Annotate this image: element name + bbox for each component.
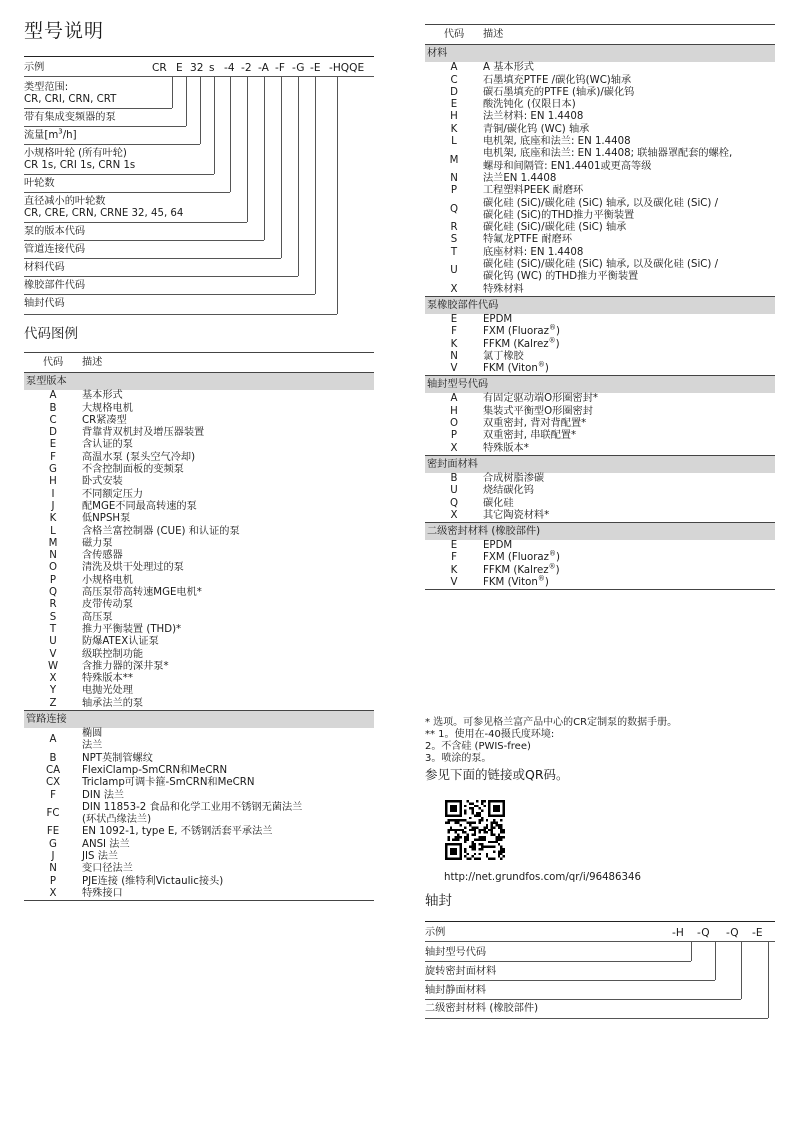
- code-cell: A: [450, 393, 458, 405]
- code-row: [24, 802, 374, 827]
- code-row: [24, 661, 374, 673]
- type-code: CR: [152, 62, 167, 74]
- code-cell: D: [450, 86, 458, 98]
- code-cell: M: [48, 537, 58, 549]
- type-key-item: 流量$[m^3/h]$: [24, 127, 77, 141]
- desc-cell: 椭圆 法兰: [82, 728, 103, 752]
- desc-cell: A 基本形式: [483, 62, 534, 74]
- desc-cell: 高温水泵 (泵头空气冷却): [82, 451, 196, 463]
- code-cell: V: [425, 577, 483, 590]
- code-row: [24, 427, 374, 439]
- code-cell: Z: [24, 698, 82, 711]
- code-cell: F: [451, 552, 457, 564]
- desc-cell: 碳石墨填充的PTFE (轴承)/碳化钨: [483, 86, 635, 98]
- desc-cell: 特殊版本**: [82, 673, 133, 685]
- footnote: 3。喷涂的泵。: [425, 753, 492, 764]
- code-cell: CA: [45, 764, 61, 776]
- code-row: [24, 790, 374, 802]
- code-row: [425, 234, 775, 246]
- desc-cell: 卧式安装: [82, 476, 123, 488]
- code-cell: E: [450, 99, 458, 111]
- desc-cell: 含传感器: [82, 550, 123, 562]
- type-key-item: 带有集成变频器的泵: [24, 112, 116, 123]
- desc-cell: 氯丁橡胶: [483, 350, 524, 362]
- code-row: [425, 565, 775, 577]
- code-row: [425, 198, 775, 223]
- qr-url-link[interactable]: http://net.grundfos.com/qr/i/96486346: [444, 872, 641, 883]
- code-cell: Y: [49, 685, 57, 697]
- desc-cell: 含认证的泵: [82, 439, 133, 451]
- type-code: -4: [224, 62, 235, 74]
- type-key-item: 管道连接代码: [24, 244, 86, 255]
- desc-cell: 碳化硅 (SiC)/碳化硅 (SiC) 轴承: [483, 222, 627, 234]
- code-cell: J: [51, 850, 55, 862]
- desc-cell: 轴承法兰的泵: [82, 698, 374, 711]
- code-row: [24, 452, 374, 464]
- code-cell: FE: [46, 826, 60, 838]
- code-row: [24, 526, 374, 538]
- code-row: [24, 839, 374, 851]
- seal-code: -E: [752, 927, 763, 939]
- desc-cell: 不同额定压力: [82, 488, 144, 500]
- code-row: [425, 339, 775, 351]
- code-cell: S: [49, 611, 57, 623]
- code-cell: D: [49, 427, 57, 439]
- desc-cell: 低NPSH泵: [82, 513, 131, 525]
- divider: [24, 56, 374, 57]
- desc-cell: 大规格电机: [82, 402, 133, 414]
- code-cell: U: [450, 265, 458, 277]
- code-row: [24, 685, 374, 697]
- shaft-seal-diagram: [425, 921, 775, 1021]
- desc-cell: EN 1092-1, type E, 不锈钢活套平承法兰: [82, 826, 273, 838]
- code-row: [24, 698, 374, 711]
- desc-cell: 集装式平衡型O形圈密封: [483, 405, 593, 417]
- code-row: [425, 326, 775, 338]
- code-cell: K: [450, 338, 458, 350]
- code-cell: R: [49, 599, 57, 611]
- divider: [24, 76, 374, 77]
- code-cell: F: [451, 326, 457, 338]
- desc-cell: 法兰EN 1.4408: [483, 172, 557, 184]
- code-row: [24, 550, 374, 562]
- desc-cell: 合成树脂渗碳: [483, 472, 545, 484]
- desc-cell: 电机架, 底座和法兰: EN 1.4408: [483, 136, 631, 148]
- section-header: 材料: [425, 45, 775, 63]
- type-key-item: 小规格叶轮 (所有叶轮) CR 1s, CRI 1s, CRN 1s: [24, 148, 136, 171]
- desc-cell: 特殊接口: [82, 888, 374, 901]
- code-cell: P: [49, 574, 57, 586]
- desc-cell: 变口径法兰: [82, 863, 133, 875]
- code-cell: X: [425, 510, 483, 523]
- code-cell: CX: [45, 777, 61, 789]
- code-row: [425, 430, 775, 442]
- code-cell: B: [49, 752, 57, 764]
- desc-cell: 高压泵带高转速MGE电机*: [82, 587, 202, 599]
- code-row: [24, 612, 374, 624]
- desc-cell: FFKM (Kalrez®): [483, 562, 560, 576]
- code-row: [24, 636, 374, 648]
- type-code: -F: [275, 62, 285, 74]
- desc-cell: 推力平衡装置 (THD)*: [82, 623, 182, 635]
- code-row: [24, 403, 374, 415]
- code-cell: O: [48, 562, 58, 574]
- code-row: [425, 443, 775, 456]
- desc-cell: 碳化硅 (SiC)/碳化硅 (SiC) 轴承, 以及碳化硅 (SiC) / 碳化钨 (WC) 的THD推力平衡装置: [483, 259, 719, 283]
- desc-cell: 特氟龙PTFE 耐磨环: [483, 234, 573, 246]
- desc-cell: JIS 法兰: [82, 850, 119, 862]
- code-cell: O: [449, 418, 459, 430]
- desc-cell: 其它陶瓷材料*: [483, 510, 775, 523]
- code-cell: S: [450, 234, 458, 246]
- code-row: [24, 624, 374, 636]
- code-row: [425, 111, 775, 123]
- code-row: [425, 173, 775, 185]
- section-header: 泵橡胶部件代码: [425, 296, 775, 314]
- desc-cell: Triclamp可调卡箍-SmCRN和MeCRN: [82, 777, 255, 789]
- column-header-row: [425, 25, 775, 45]
- footnotes: [425, 717, 775, 765]
- desc-cell: FKM (Viton®): [483, 577, 775, 590]
- type-key-item: 材料代码: [24, 262, 65, 273]
- section-header: 管路连接: [24, 711, 374, 729]
- seal-code: -H: [672, 927, 684, 939]
- code-row: [24, 728, 374, 753]
- code-row: [425, 75, 775, 87]
- desc-cell: 高压泵: [82, 611, 113, 623]
- desc-cell: FXM (Fluoraz®): [483, 323, 560, 338]
- desc-cell: 底座材料: EN 1.4408: [483, 246, 584, 258]
- code-cell: B: [49, 402, 57, 414]
- desc-cell: 电抛光处理: [82, 685, 133, 697]
- code-cell: R: [450, 222, 458, 234]
- desc-cell: NPT英制管螺纹: [82, 752, 153, 764]
- seal-key-item: 旋转密封面材料: [425, 966, 497, 977]
- type-key-item: 泵的版本代码: [24, 226, 86, 237]
- desc-cell: 小规格电机: [82, 574, 133, 586]
- code-row: [24, 826, 374, 838]
- code-cell: G: [49, 838, 57, 850]
- type-code: -2: [241, 62, 252, 74]
- code-cell: E: [450, 313, 458, 325]
- code-cell: V: [425, 363, 483, 376]
- code-row: [425, 148, 775, 173]
- code-cell: T: [49, 623, 57, 635]
- desc-cell: 电机架, 底座和法兰: EN 1.4408; 联轴器罩配套的螺栓, 螺母和间隔管: EN1.4401或更高等级: [483, 148, 733, 172]
- code-cell: K: [450, 123, 458, 135]
- desc-cell: 皮带传动泵: [82, 599, 133, 611]
- section-header: 二级密封材料 (橡胶部件): [425, 523, 775, 541]
- type-key-example-label: 示例: [24, 62, 45, 73]
- code-row: [425, 284, 775, 297]
- col-code-header: 代码: [24, 353, 82, 373]
- code-cell: G: [49, 464, 57, 476]
- desc-cell: CR紧凑型: [82, 414, 127, 426]
- desc-cell: 清洗及烘干处理过的泵: [82, 562, 184, 574]
- desc-cell: 双重密封, 背对背配置*: [483, 418, 587, 430]
- desc-cell: 配MGE不同最高转速的泵: [82, 500, 197, 512]
- seal-key-item: 轴封静面材料: [425, 985, 487, 996]
- code-cell: L: [451, 136, 457, 148]
- code-row: [425, 498, 775, 510]
- code-row: [425, 393, 775, 405]
- code-row: [24, 575, 374, 587]
- code-cell: FC: [46, 807, 60, 819]
- desc-cell: 级联控制功能: [82, 648, 144, 660]
- desc-cell: 法兰材料: EN 1.4408: [483, 111, 584, 123]
- code-row: [24, 476, 374, 488]
- column-header-row: [24, 353, 374, 373]
- code-row: [425, 247, 775, 259]
- code-cell: Q: [48, 587, 58, 599]
- desc-cell: FXM (Fluoraz®): [483, 550, 560, 564]
- desc-cell: 特殊版本*: [483, 443, 775, 456]
- code-row: [24, 649, 374, 661]
- code-cell: N: [49, 550, 57, 562]
- code-cell: V: [49, 648, 57, 660]
- footnote: ** 1。使用在-40摄氏度环境:: [425, 729, 555, 740]
- code-cell: H: [450, 405, 458, 417]
- code-row: [24, 851, 374, 863]
- section-header: 泵型版本: [24, 373, 374, 391]
- type-code: -A: [258, 62, 269, 74]
- col-desc-header: 描述: [82, 353, 374, 373]
- code-row: [24, 765, 374, 777]
- code-row: [425, 510, 775, 523]
- desc-cell: FKM (Viton®): [483, 363, 775, 376]
- code-cell: H: [49, 476, 57, 488]
- desc-cell: 磁力泵: [82, 537, 113, 549]
- desc-cell: 双重密封, 串联配置*: [483, 430, 577, 442]
- page-title: 型号说明: [24, 20, 105, 42]
- type-key-item: 轴封代码: [24, 298, 65, 309]
- code-cell: A: [450, 62, 458, 74]
- right-code-table: [425, 24, 775, 590]
- desc-cell: 石墨填充PTFE /碳化钨(WC)轴承: [483, 74, 632, 86]
- desc-cell: EPDM: [483, 313, 513, 325]
- desc-cell: EPDM: [483, 540, 513, 552]
- desc-cell: PJE连接 (维特利Victaulic接头): [82, 875, 224, 887]
- code-cell: P: [450, 430, 458, 442]
- code-row: [24, 863, 374, 875]
- desc-cell: ANSI 法兰: [82, 838, 130, 850]
- desc-cell: 碳化硅 (SiC)/碳化硅 (SiC) 轴承, 以及碳化硅 (SiC) / 碳化硅 (SiC)的THD推力平衡装置: [483, 197, 719, 221]
- desc-cell: 有固定驱动端O形圈密封*: [483, 393, 598, 405]
- codes-section-title: 代码图例: [24, 326, 78, 342]
- desc-cell: FFKM (Kalrez®): [483, 336, 560, 350]
- code-row: [24, 777, 374, 789]
- code-cell: L: [50, 525, 56, 537]
- code-row: [24, 538, 374, 550]
- code-row: [425, 406, 775, 418]
- type-code: s: [209, 62, 215, 74]
- code-cell: X: [24, 888, 82, 901]
- code-row: [425, 473, 775, 485]
- code-cell: A: [49, 734, 57, 746]
- code-row: [24, 439, 374, 451]
- code-cell: T: [450, 246, 458, 258]
- code-row: [24, 489, 374, 501]
- desc-cell: 碳化硅: [483, 497, 514, 509]
- code-row: [425, 577, 775, 590]
- code-cell: H: [450, 111, 458, 123]
- code-row: [24, 888, 374, 901]
- seal-key-item: 二级密封材料 (橡胶部件): [425, 1003, 539, 1014]
- col-code-header: 代码: [425, 25, 483, 45]
- section-header: 轴封型号代码: [425, 376, 775, 394]
- code-row: [24, 562, 374, 574]
- code-cell: I: [51, 488, 55, 500]
- code-cell: J: [51, 500, 55, 512]
- code-cell: F: [50, 451, 56, 463]
- code-cell: F: [50, 789, 56, 801]
- qr-code-icon[interactable]: [445, 800, 505, 860]
- type-key-item: 直径减小的叶轮数 CR, CRE, CRN, CRNE 32, 45, 64: [24, 196, 184, 219]
- type-key-item: 叶轮数: [24, 178, 55, 189]
- footnote: 2。不含硅 (PWIS-free): [425, 741, 531, 752]
- code-row: [24, 513, 374, 525]
- link-hint: 参见下面的链接或QR码。: [425, 767, 569, 782]
- code-row: [425, 485, 775, 497]
- code-cell: N: [450, 172, 458, 184]
- code-cell: X: [425, 284, 483, 297]
- seal-code: -Q: [697, 927, 710, 939]
- code-row: [425, 62, 775, 74]
- type-code: E: [176, 62, 183, 74]
- code-row: [425, 124, 775, 136]
- code-row: [425, 87, 775, 99]
- code-cell: W: [47, 660, 59, 672]
- seal-key-item: 轴封型号代码: [425, 947, 487, 958]
- code-cell: B: [450, 472, 458, 484]
- code-row: [425, 351, 775, 363]
- desc-cell: 含格兰富控制器 (CUE) 和认证的泵: [82, 525, 240, 537]
- desc-cell: 工程塑料PEEK 耐磨环: [483, 185, 584, 197]
- desc-cell: DIN 11853-2 食品和化学工业用不锈钢无菌法兰 (环状凸缘法兰): [82, 801, 303, 826]
- type-key-item: 类型范围: CR, CRI, CRN, CRT: [24, 82, 117, 105]
- code-cell: Q: [449, 203, 459, 215]
- type-code: -HQQE: [329, 62, 365, 74]
- code-row: [24, 390, 374, 402]
- code-cell: K: [450, 564, 458, 576]
- desc-cell: 青铜/碳化钨 (WC) 轴承: [483, 123, 590, 135]
- code-cell: N: [49, 863, 57, 875]
- type-code: -E: [310, 62, 321, 74]
- desc-cell: 酸洗钝化 (仅限日本): [483, 99, 576, 111]
- code-cell: K: [49, 513, 57, 525]
- code-row: [425, 259, 775, 284]
- code-cell: A: [49, 390, 57, 402]
- code-cell: E: [450, 540, 458, 552]
- desc-cell: 背靠背双机封及增压器装置: [82, 427, 205, 439]
- desc-cell: 基本形式: [82, 390, 123, 402]
- code-row: [425, 222, 775, 234]
- left-code-table: [24, 352, 374, 901]
- code-row: [425, 363, 775, 376]
- code-row: [425, 185, 775, 197]
- code-cell: U: [450, 485, 458, 497]
- desc-cell: 含推力器的深井泵*: [82, 660, 169, 672]
- code-row: [24, 464, 374, 476]
- code-row: [24, 753, 374, 765]
- desc-cell: 烧结碳化钨: [483, 485, 534, 497]
- code-row: [425, 540, 775, 552]
- section-header: 密封面材料: [425, 455, 775, 473]
- code-cell: U: [49, 636, 57, 648]
- code-cell: P: [49, 875, 57, 887]
- seal-code: -Q: [726, 927, 739, 939]
- shaft-seal-example-label: 示例: [425, 927, 446, 938]
- code-row: [24, 415, 374, 427]
- code-row: [425, 136, 775, 148]
- code-cell: Q: [449, 497, 459, 509]
- type-code: -G: [292, 62, 305, 74]
- code-row: [24, 876, 374, 888]
- code-row: [24, 501, 374, 513]
- code-cell: C: [450, 74, 458, 86]
- type-key-item: 橡胶部件代码: [24, 280, 86, 291]
- code-row: [24, 599, 374, 611]
- code-cell: P: [450, 185, 458, 197]
- type-code: 32: [190, 62, 204, 74]
- code-row: [425, 99, 775, 111]
- code-cell: N: [450, 350, 458, 362]
- code-row: [425, 418, 775, 430]
- code-cell: X: [425, 443, 483, 456]
- desc-cell: 特殊材料: [483, 284, 775, 297]
- code-row: [425, 314, 775, 326]
- shaft-seal-title: 轴封: [425, 893, 452, 909]
- footnote: * 选项。可参见格兰富产品中心的CR定制泵的数据手册。: [425, 717, 678, 728]
- type-key-diagram: [24, 56, 374, 320]
- col-desc-header: 描述: [483, 25, 775, 45]
- desc-cell: FlexiClamp-SmCRN和MeCRN: [82, 764, 228, 776]
- desc-cell: DIN 法兰: [82, 789, 125, 801]
- code-cell: M: [449, 154, 459, 166]
- code-row: [425, 552, 775, 564]
- code-cell: X: [49, 673, 57, 685]
- code-row: [24, 587, 374, 599]
- code-cell: C: [49, 414, 57, 426]
- desc-cell: 防爆ATEX认证泵: [82, 636, 159, 648]
- code-row: [24, 673, 374, 685]
- desc-cell: 不含控制面板的变频泵: [82, 464, 184, 476]
- code-cell: E: [49, 439, 57, 451]
